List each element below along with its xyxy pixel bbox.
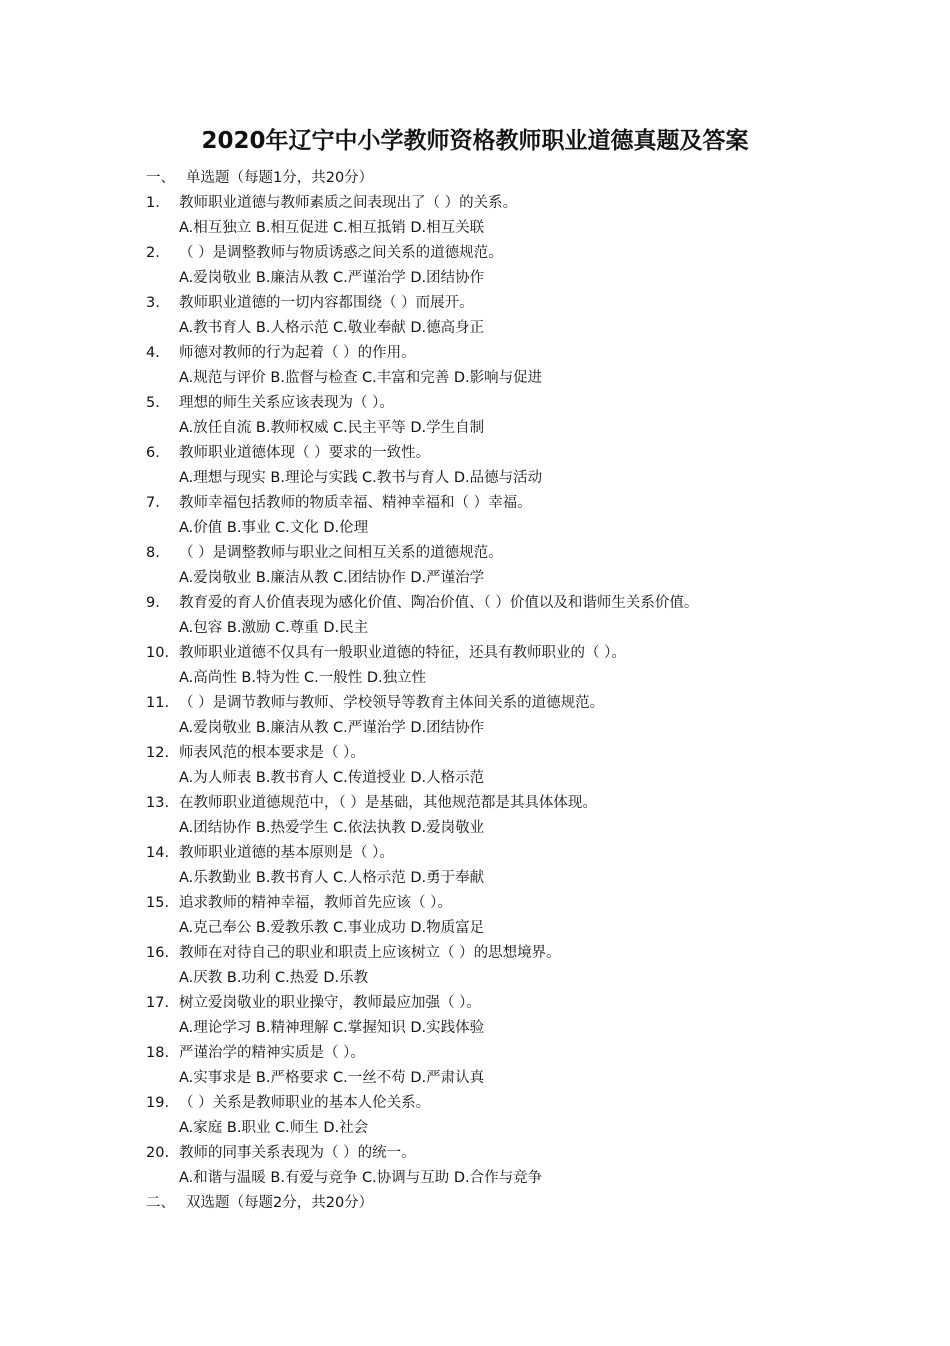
question-number: 11. xyxy=(146,695,170,711)
question-options: A.包容 B.激励 C.尊重 D.民主 xyxy=(179,620,369,636)
section-marker: 一、 xyxy=(146,170,175,186)
question-options: A.爱岗敬业 B.廉洁从教 C.严谨治学 D.团结协作 xyxy=(179,270,485,286)
question-number: 1. xyxy=(146,195,160,211)
section-marker: 二、 xyxy=(146,1195,175,1211)
question-text: 树立爱岗敬业的职业操守，教师最应加强（ ）。 xyxy=(179,995,481,1011)
question-item xyxy=(146,291,866,341)
question-number: 15. xyxy=(146,895,170,911)
question-number: 16. xyxy=(146,945,170,961)
question-number: 7. xyxy=(146,495,160,511)
document-body xyxy=(146,166,866,1216)
question-number: 9. xyxy=(146,595,160,611)
question-item xyxy=(146,591,866,641)
question-stem xyxy=(146,1041,866,1066)
question-text: 教师在对待自己的职业和职责上应该树立（ ）的思想境界。 xyxy=(179,945,561,961)
question-item xyxy=(146,741,866,791)
question-text: 教育爱的育人价值表现为感化价值、陶冶价值、（ ）价值以及和谐师生关系价值。 xyxy=(179,595,699,611)
question-options: A.克己奉公 B.爱教乐教 C.事业成功 D.物质富足 xyxy=(179,920,485,936)
question-stem xyxy=(146,391,866,416)
question-stem xyxy=(146,491,866,516)
question-text: （ ）关系是教师职业的基本人伦关系。 xyxy=(179,1095,431,1111)
question-item xyxy=(146,641,866,691)
question-item xyxy=(146,541,866,591)
question-options: A.为人师表 B.教书育人 C.传道授业 D.人格示范 xyxy=(179,770,485,786)
question-number: 4. xyxy=(146,345,160,361)
question-stem xyxy=(146,591,866,616)
question-text: （ ）是调整教师与职业之间相互关系的道德规范。 xyxy=(179,545,503,561)
question-list xyxy=(146,191,866,1191)
question-number: 13. xyxy=(146,795,170,811)
question-options: A.教书育人 B.人格示范 C.敬业奉献 D.德高身正 xyxy=(179,320,485,336)
question-options: A.乐教勤业 B.教书育人 C.人格示范 D.勇于奉献 xyxy=(179,870,485,886)
question-item xyxy=(146,941,866,991)
question-options: A.价值 B.事业 C.文化 D.伦理 xyxy=(179,520,369,536)
question-item xyxy=(146,1091,866,1141)
question-item xyxy=(146,791,866,841)
document-title: 2020年辽宁中小学教师资格教师职业道德真题及答案 xyxy=(201,128,749,154)
question-text: 教师职业道德不仅具有一般职业道德的特征，还具有教师职业的（ ）。 xyxy=(179,645,626,661)
question-text: 师表风范的根本要求是（ ）。 xyxy=(179,745,365,761)
question-options: A.相互独立 B.相互促进 C.相互抵销 D.相互关联 xyxy=(179,220,485,236)
question-text: 理想的师生关系应该表现为（ ）。 xyxy=(179,395,394,411)
question-options: A.实事求是 B.严格要求 C.一丝不苟 D.严肃认真 xyxy=(179,1070,485,1086)
question-text: 教师职业道德与教师素质之间表现出了（ ）的关系。 xyxy=(179,195,518,211)
section-title: 双选题（每题2分，共20分） xyxy=(186,1195,374,1211)
question-text: 追求教师的精神幸福，教师首先应该（ ）。 xyxy=(179,895,452,911)
question-item xyxy=(146,891,866,941)
question-item xyxy=(146,991,866,1041)
question-options: A.爱岗敬业 B.廉洁从教 C.团结协作 D.严谨治学 xyxy=(179,570,485,586)
question-options: A.放任自流 B.教师权威 C.民主平等 D.学生自制 xyxy=(179,420,485,436)
question-text: 教师职业道德的一切内容都围绕（ ）而展开。 xyxy=(179,295,474,311)
question-options: A.家庭 B.职业 C.师生 D.社会 xyxy=(179,1120,369,1136)
question-item xyxy=(146,1041,866,1091)
question-text: 教师职业道德的基本原则是（ ）。 xyxy=(179,845,394,861)
question-stem xyxy=(146,641,866,666)
question-text: 严谨治学的精神实质是（ ）。 xyxy=(179,1045,365,1061)
section-heading-double-choice xyxy=(146,1191,866,1216)
question-number: 5. xyxy=(146,395,160,411)
section-title: 单选题（每题1分，共20分） xyxy=(186,170,374,186)
question-item xyxy=(146,691,866,741)
question-stem xyxy=(146,241,866,266)
question-item xyxy=(146,191,866,241)
question-stem xyxy=(146,291,866,316)
question-number: 3. xyxy=(146,295,160,311)
question-stem xyxy=(146,991,866,1016)
question-options: A.高尚性 B.特为性 C.一般性 D.独立性 xyxy=(179,670,427,686)
question-options: A.爱岗敬业 B.廉洁从教 C.严谨治学 D.团结协作 xyxy=(179,720,485,736)
question-options: A.理论学习 B.精神理解 C.掌握知识 D.实践体验 xyxy=(179,1020,485,1036)
question-text: （ ）是调整教师与物质诱惑之间关系的道德规范。 xyxy=(179,245,503,261)
question-options: A.理想与现实 B.理论与实践 C.教书与育人 D.品德与活动 xyxy=(179,470,543,486)
question-options: A.厌教 B.功利 C.热爱 D.乐教 xyxy=(179,970,369,986)
question-stem xyxy=(146,1141,866,1166)
question-stem xyxy=(146,791,866,816)
question-stem xyxy=(146,191,866,216)
question-item xyxy=(146,391,866,441)
section-heading-single-choice xyxy=(146,166,866,191)
question-item xyxy=(146,841,866,891)
question-stem xyxy=(146,891,866,916)
question-item xyxy=(146,1141,866,1191)
question-text: （ ）是调节教师与教师、学校领导等教育主体间关系的道德规范。 xyxy=(179,695,605,711)
question-stem xyxy=(146,841,866,866)
question-number: 20. xyxy=(146,1145,170,1161)
question-number: 19. xyxy=(146,1095,170,1111)
question-stem xyxy=(146,441,866,466)
question-number: 8. xyxy=(146,545,160,561)
question-number: 17. xyxy=(146,995,170,1011)
question-item xyxy=(146,341,866,391)
question-text: 教师幸福包括教师的物质幸福、精神幸福和（ ）幸福。 xyxy=(179,495,532,511)
question-stem xyxy=(146,741,866,766)
question-text: 教师职业道德体现（ ）要求的一致性。 xyxy=(179,445,431,461)
question-text: 在教师职业道德规范中，（ ）是基础，其他规范都是其具体体现。 xyxy=(179,795,597,811)
question-number: 12. xyxy=(146,745,170,761)
question-number: 2. xyxy=(146,245,160,261)
question-number: 18. xyxy=(146,1045,170,1061)
question-item xyxy=(146,491,866,541)
question-options: A.规范与评价 B.监督与检查 C.丰富和完善 D.影响与促进 xyxy=(179,370,543,386)
question-stem xyxy=(146,1091,866,1116)
question-text: 教师的同事关系表现为（ ）的统一。 xyxy=(179,1145,416,1161)
question-stem xyxy=(146,341,866,366)
question-item xyxy=(146,241,866,291)
question-number: 10. xyxy=(146,645,170,661)
question-options: A.团结协作 B.热爱学生 C.依法执教 D.爱岗敬业 xyxy=(179,820,485,836)
question-stem xyxy=(146,541,866,566)
question-number: 14. xyxy=(146,845,170,861)
question-options: A.和谐与温暖 B.有爱与竞争 C.协调与互助 D.合作与竞争 xyxy=(179,1170,543,1186)
question-text: 师德对教师的行为起着（ ）的作用。 xyxy=(179,345,416,361)
question-stem xyxy=(146,691,866,716)
question-number: 6. xyxy=(146,445,160,461)
question-stem xyxy=(146,941,866,966)
question-item xyxy=(146,441,866,491)
